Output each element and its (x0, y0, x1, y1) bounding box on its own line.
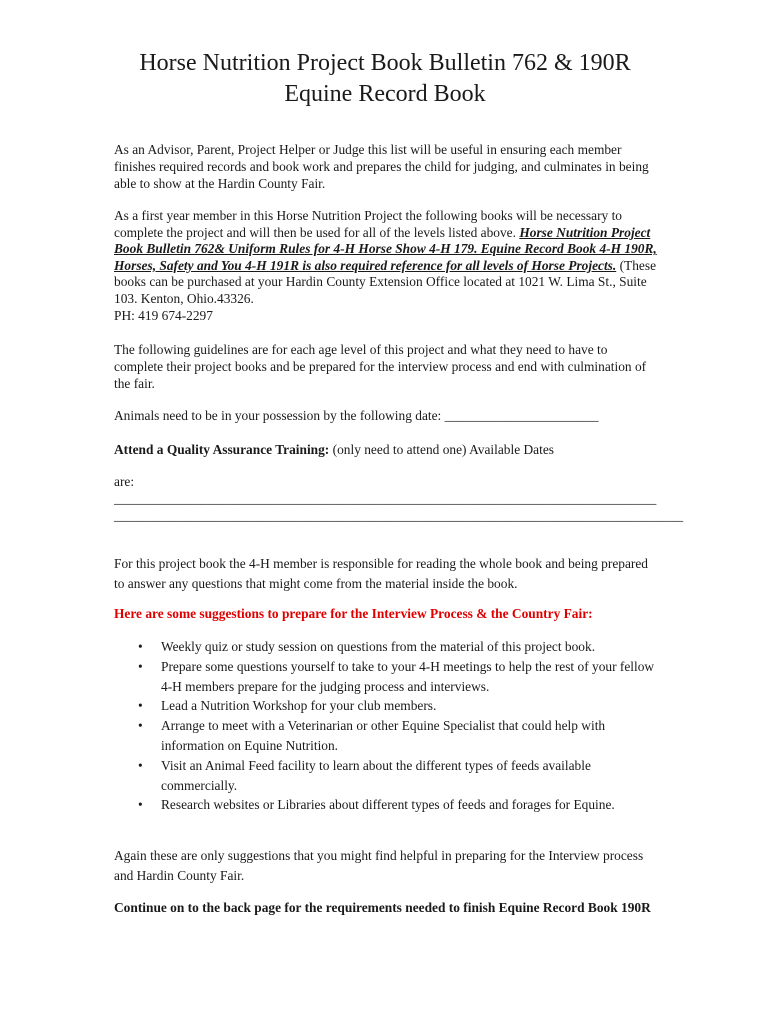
list-item: • Research websites or Libraries about different types of feeds and forages for Equine. (114, 795, 659, 815)
dates-blank-line-1: are: _________________________________________________________________________________ (114, 474, 657, 506)
bullet-icon: • (138, 698, 143, 714)
list-item: • Prepare some questions yourself to take to your 4-H meetings to help the rest of your fellow 4-H members prepare for the judging process and interviews. (138, 658, 655, 694)
possession-date-line: Animals need to be in your possession by the following date: _______________________ (114, 408, 599, 423)
page-title (0, 48, 770, 110)
intro-paragraph: As an Advisor, Parent, Project Helper or Judge this list will be useful in ensuring each member finishes required records and book work and prepares the child for judging, and culminates in being able to show at the Hardin County Fair. (114, 142, 649, 191)
list-item: • Weekly quiz or study session on questions from the material of this project book. (114, 637, 659, 657)
qa-training-line (114, 441, 659, 458)
list-item: • Arrange to meet with a Veterinarian or other Equine Specialist that could help with information on Equine Nutrition. (138, 718, 606, 753)
qa-training-note: (only need to attend one) Available Dates (332, 442, 554, 457)
purchase-info: (These books can be purchased at your Hardin County Extension Office located at 1021 W. Lima St., Suite 103. Kenton, Ohio.43326. (114, 257, 657, 306)
qa-training-label: Attend a Quality Assurance Training: (114, 442, 330, 457)
required-books-text: Horse Nutrition Project Book Bulletin 762& Uniform Rules for 4-H Horse Show 4-H 179. Equine Record Book 4-H 190R, Horses, Safety and You 4-H 191R is also required reference for all levels of Horse Projects. (114, 224, 657, 273)
phone-number: PH: 419 674-2297 (114, 307, 213, 323)
bullet-icon: • (138, 718, 143, 734)
again-paragraph: Again these are only suggestions that you might find helpful in preparing for the Interview process and Hardin County Fair. (114, 848, 644, 883)
first-year-paragraph (114, 208, 659, 324)
suggestions-list (114, 637, 659, 815)
bullet-icon: • (138, 658, 143, 674)
bullet-icon: • (138, 797, 143, 813)
continue-note: Continue on to the back page for the requirements needed to finish Equine Record Book 190R (114, 900, 651, 915)
first-year-lead: As a first year member in this Horse Nutrition Project the following books will be necessary to complete the project and will then be used for all of the levels listed above. (114, 208, 622, 240)
bullet-icon: • (138, 757, 143, 773)
guidelines-paragraph: The following guidelines are for each age level of this project and what they need to have to complete their project books and be prepared for the interview process and end with culmination of the fair. (114, 342, 647, 391)
suggestions-heading: Here are some suggestions to prepare for the Interview Process & the Country Fair: (114, 606, 593, 621)
responsibility-paragraph: For this project book the 4-H member is responsible for reading the whole book and being prepared to answer any questions that might come from the material inside the book. (114, 556, 648, 591)
dates-blank-line-2: _____________________________________________________________________________________ (114, 508, 684, 523)
bullet-icon: • (138, 639, 143, 654)
list-item: • Lead a Nutrition Workshop for your club members. (114, 696, 659, 716)
title-line-1: Horse Nutrition Project Book Bulletin 762 & 190R (139, 50, 631, 76)
list-item: • Visit an Animal Feed facility to learn about the different types of feeds available commercially. (138, 757, 591, 793)
title-line-2: Equine Record Book (284, 81, 486, 107)
